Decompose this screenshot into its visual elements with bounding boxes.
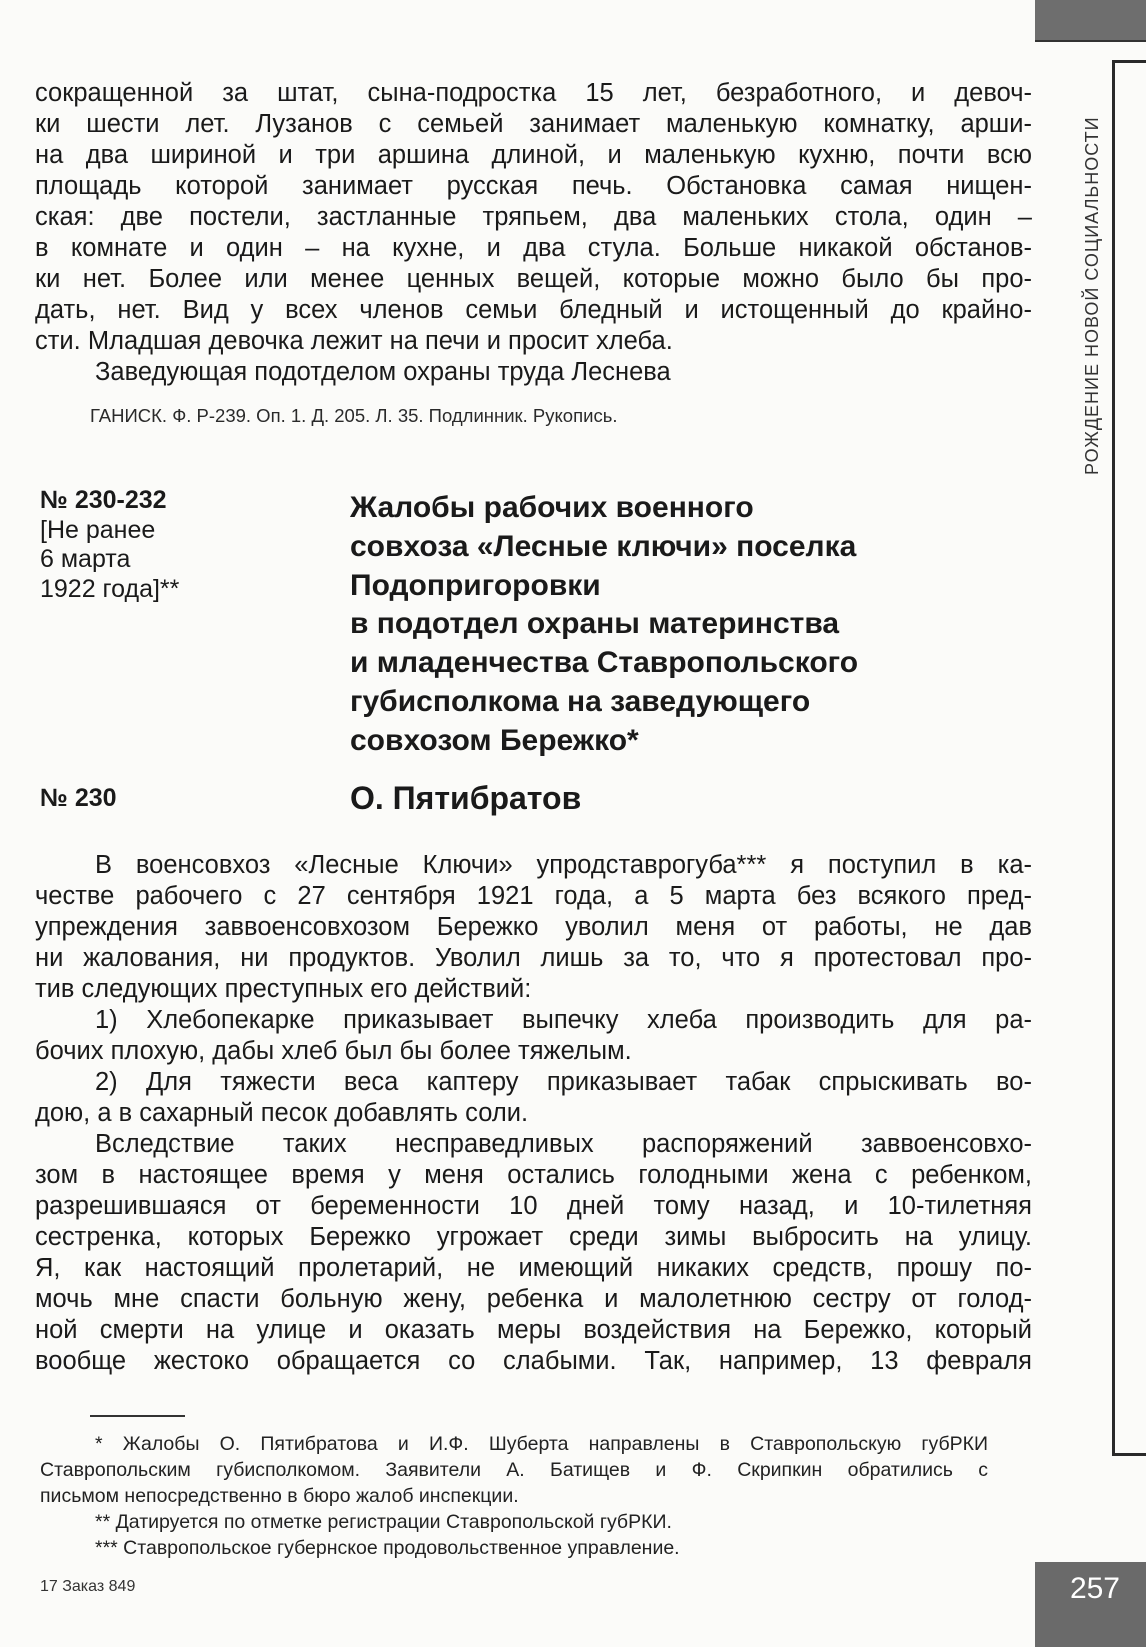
- letter-line: дою, а в сахарный песок добавлять соли.: [35, 1099, 529, 1127]
- letter-line: бочих плохую, дабы хлеб был бы более тяжелым.: [35, 1037, 632, 1065]
- letter-line: 1) Хлебопекарке приказывает выпечку хлеба производить для ра-: [95, 1006, 1032, 1034]
- title-line: совхоза «Лесные ключи» поселка: [350, 529, 857, 563]
- letter-line: ни жалования, ни продуктов. Уволил лишь за то, что я протестовал про-: [35, 944, 1032, 972]
- text-line: ки нет. Более или менее ценных вещей, которые можно было бы про-: [35, 265, 1032, 293]
- title-line: в подотдел охраны материнства: [350, 607, 840, 641]
- sub-document-number: № 230: [40, 784, 117, 812]
- footnotes: [40, 1431, 988, 1561]
- text-line: в комнате и один – на кухне, и два стула. Больше никакой обстанов-: [35, 234, 1032, 262]
- document-number: № 230-232: [40, 486, 167, 514]
- title-line: Подопригоровки: [350, 568, 601, 602]
- footnote-line: ** Датируется по отметке регистрации Ставропольской губРКИ.: [95, 1511, 672, 1533]
- text-line: на два шириной и три аршина длиной, и маленькую кухню, почти всю: [35, 141, 1032, 169]
- margin-frame: [1112, 60, 1146, 1456]
- title-line: губисполкома на заведующего: [350, 684, 811, 718]
- text-line: площадь которой занимает русская печь. Обстановка самая нищен-: [35, 172, 1032, 200]
- letter-line: честве рабочего с 27 сентября 1921 года, а 5 марта без всякого пред-: [35, 882, 1032, 910]
- footnote-divider: [90, 1415, 185, 1417]
- document-date-line: 1922 года]**: [40, 574, 180, 603]
- text-line: ки шести лет. Лузанов с семьей занимает маленькую комнатку, арши-: [35, 110, 1032, 138]
- document-date-line: [Не ранее: [40, 515, 156, 544]
- letter-line: Вследствие таких несправедливых распоряжений заввоенсовхо-: [95, 1130, 1032, 1158]
- footnote-line: *** Ставропольское губернское продовольственное управление.: [95, 1537, 680, 1559]
- title-line: совхозом Бережко*: [350, 723, 639, 757]
- footnote-line: Ставропольским губисполкомом. Заявители А. Батищев и Ф. Скрипкин обратились с: [40, 1459, 988, 1481]
- letter-line: упреждения заввоенсовхозом Бережко уволил меня от работы, не дав: [35, 913, 1032, 941]
- print-order: 17 Заказ 849: [40, 1578, 136, 1595]
- letter-line: вообще жестоко обращается со слабыми. Так, например, 13 февраля: [35, 1347, 1032, 1375]
- footnote-line: * Жалобы О. Пятибратова и И.Ф. Шуберта направлены в Ставропольскую губРКИ: [95, 1433, 988, 1455]
- footnote-line: письмом непосредственно в бюро жалоб инспекции.: [40, 1485, 519, 1507]
- text-line: ская: две постели, застланные тряпьем, два маленьких стола, один –: [35, 203, 1032, 231]
- letter-line: ной смерти на улице и оказать меры воздействия на Бережко, который: [35, 1316, 1032, 1344]
- letter-line: В военсовхоз «Лесные Ключи» упродставрогуба*** я поступил в ка-: [95, 851, 1032, 879]
- top-text-block: [35, 78, 1032, 388]
- top-edge-tab: [1035, 0, 1146, 42]
- document-title: [350, 489, 858, 761]
- title-line: и младенчества Ставропольского: [350, 646, 859, 680]
- document-heading-left: [40, 486, 179, 604]
- letter-line: сестренка, которых Бережко угрожает среди зимы выбросить на улицу.: [35, 1223, 1032, 1251]
- text-line: сокращенной за штат, сына-подростка 15 лет, безработного, и девоч-: [35, 79, 1032, 107]
- letter-line: Я, как настоящий пролетарий, не имеющий никаких средств, прошу по-: [35, 1254, 1032, 1282]
- letter-line: 2) Для тяжести веса каптеру приказывает табак спрыскивать во-: [95, 1068, 1032, 1096]
- page-number: 257: [1069, 1572, 1120, 1605]
- running-header: РОЖДЕНИЕ НОВОЙ СОЦИАЛЬНОСТИ: [1082, 116, 1102, 475]
- letter-author: О. Пятибратов: [350, 780, 582, 816]
- document-date-line: 6 марта: [40, 545, 131, 573]
- letter-line: разрешившаяся от беременности 10 дней тому назад, и 10-тилетняя: [35, 1192, 1032, 1220]
- letter-line: мочь мне спасти больную жену, ребенка и малолетнюю сестру от голод-: [35, 1285, 1032, 1313]
- archive-reference: ГАНИСК. Ф. Р-239. Оп. 1. Д. 205. Л. 35. Подлинник. Рукопись.: [90, 405, 618, 426]
- letter-line: тив следующих преступных его действий:: [35, 975, 532, 1003]
- letter-line: зом в настоящее время у меня остались голодными жена с ребенком,: [35, 1161, 1032, 1189]
- text-line: дать, нет. Вид у всех членов семьи бледный и истощенный до крайно-: [35, 296, 1032, 324]
- signature-line: Заведующая подотделом охраны труда Леснева: [95, 358, 671, 386]
- letter-body: [35, 850, 1032, 1377]
- title-line: Жалобы рабочих военного: [350, 491, 754, 524]
- text-line: сти. Младшая девочка лежит на печи и просит хлеба.: [35, 327, 673, 355]
